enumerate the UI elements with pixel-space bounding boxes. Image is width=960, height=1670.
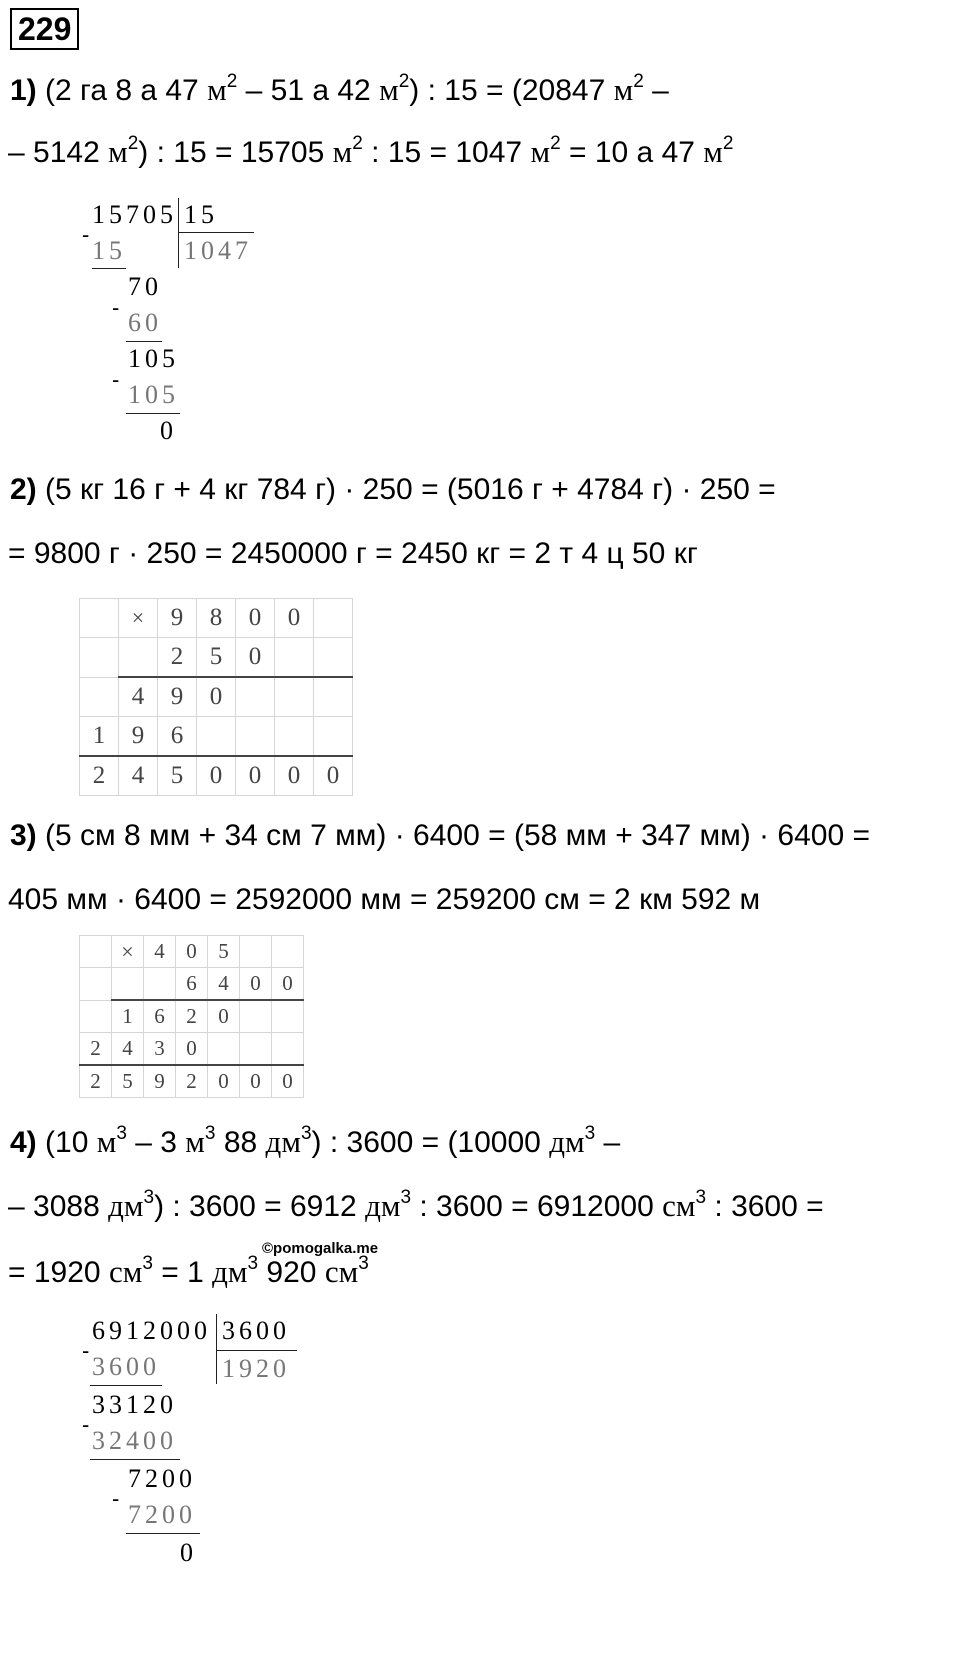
grid-cell: 0: [197, 677, 236, 717]
problem-4-line-2: [8, 1188, 824, 1225]
text: (10: [36, 1126, 97, 1159]
remainder: 70: [128, 272, 162, 301]
problem-2-line-2: = 9800 г · 250 = 2450000 г = 2450 кг = 2 т 4 ц 50 кг: [8, 537, 698, 570]
text: (5 кг 16 г + 4 кг 784 г) · 250 = (5016 г + 4784 г) · 250 =: [36, 473, 776, 506]
multiplication-grid-2: [79, 598, 353, 796]
grid-row: [80, 599, 353, 638]
grid-cell: 8: [197, 599, 236, 638]
grid-cell: 5: [197, 638, 236, 678]
unit: см: [324, 1254, 359, 1289]
underline: [126, 341, 162, 342]
grid-cell: 3: [144, 1033, 176, 1066]
text: – 5142: [8, 136, 109, 169]
grid-row: [80, 756, 353, 796]
exponent: 3: [143, 1187, 155, 1208]
grid-cell: [314, 599, 353, 638]
unit: м: [96, 1124, 117, 1159]
grid-cell: [272, 1033, 304, 1066]
grid-cell: [119, 638, 158, 678]
grid-cell: 6: [158, 717, 197, 757]
text: ) : 15 = 15705: [138, 136, 333, 169]
grid-cell: 0: [236, 599, 275, 638]
grid-cell: 9: [144, 1065, 176, 1098]
grid-cell: 0: [272, 1065, 304, 1098]
grid-cell: 9: [158, 599, 197, 638]
grid-cell: [275, 717, 314, 757]
underline: [126, 413, 180, 414]
grid-cell: 0: [176, 1033, 208, 1066]
grid-cell: [240, 936, 272, 968]
text: ) : 3600 = 6912: [154, 1190, 366, 1223]
grid-row: [80, 968, 304, 1001]
grid-cell: 0: [197, 756, 236, 796]
grid-cell: [80, 638, 119, 678]
remainder: 105: [128, 344, 179, 373]
text: : 15 = 1047: [362, 136, 531, 169]
problem-4-line-3: [8, 1254, 369, 1291]
grid-cell: 4: [112, 1033, 144, 1066]
subtrahend: 7200: [128, 1500, 196, 1529]
minus-sign: -: [112, 1486, 120, 1511]
text: : 3600 = 6912000: [411, 1190, 663, 1223]
exponent: 3: [116, 1123, 127, 1144]
unit: дм: [365, 1188, 401, 1223]
grid-cell: 2: [176, 1000, 208, 1033]
unit: м: [379, 72, 399, 107]
grid-cell: [314, 677, 353, 717]
grid-cell: [80, 677, 119, 717]
grid-cell: 0: [314, 756, 353, 796]
grid-cell: 2: [80, 756, 119, 796]
grid-row: [80, 677, 353, 717]
minus-sign: -: [82, 222, 90, 247]
grid-cell: [197, 717, 236, 757]
unit: дм: [212, 1254, 248, 1289]
divisor-line: [179, 232, 254, 233]
grid-cell: [275, 638, 314, 678]
text: (5 см 8 мм + 34 см 7 мм) · 6400 = (58 мм + 347 мм) · 6400 =: [36, 819, 870, 852]
grid-cell: 6: [176, 968, 208, 1001]
grid-cell: 2: [80, 1033, 112, 1066]
grid-cell: 0: [208, 1065, 240, 1098]
exponent: 2: [722, 133, 734, 154]
exponent: 3: [300, 1123, 312, 1144]
grid-row: [80, 1000, 304, 1033]
unit: м: [703, 134, 723, 169]
final-remainder: 0: [160, 416, 177, 445]
problem-3-line-2: 405 мм · 6400 = 2592000 мм = 259200 см = 2 км 592 м: [8, 883, 761, 916]
grid-cell: 2: [176, 1065, 208, 1098]
exponent: 3: [695, 1187, 707, 1208]
underline: [90, 1385, 162, 1386]
grid-cell: [80, 936, 112, 968]
text: = 1920: [8, 1256, 109, 1289]
minus-sign: -: [112, 367, 120, 392]
grid-cell: [275, 677, 314, 717]
remainder: 7200: [128, 1464, 196, 1493]
underline: [126, 1533, 200, 1534]
grid-cell: [240, 1033, 272, 1066]
text: = 10 а 47: [560, 136, 704, 169]
grid-cell: 0: [236, 638, 275, 678]
exponent: 2: [127, 133, 139, 154]
unit: дм: [265, 1124, 301, 1159]
grid-cell: [144, 968, 176, 1001]
grid-cell: 4: [119, 677, 158, 717]
grid-cell: 0: [236, 756, 275, 796]
subtrahend: 105: [128, 380, 179, 409]
unit: см: [108, 1254, 143, 1289]
unit: м: [185, 1124, 205, 1159]
problem-3-label: 3): [10, 819, 37, 852]
grid-cell: 4: [208, 968, 240, 1001]
exponent: 3: [584, 1123, 596, 1144]
grid-cell: 0: [240, 1065, 272, 1098]
text: ) : 15 = (20847: [409, 74, 614, 107]
division-bar: [216, 1314, 217, 1384]
grid-cell: [208, 1033, 240, 1066]
grid-cell: 1: [80, 717, 119, 757]
dividend: 15705: [92, 200, 177, 229]
grid-row: [80, 936, 304, 968]
exponent: 2: [226, 71, 238, 92]
unit: м: [108, 134, 128, 169]
grid-row: [80, 638, 353, 678]
subtrahend: 15: [92, 236, 126, 265]
text: – 3: [126, 1126, 186, 1159]
unit: см: [662, 1188, 696, 1223]
problem-1-line-1: [10, 72, 669, 109]
grid-cell: [272, 936, 304, 968]
grid-cell: 0: [240, 968, 272, 1001]
unit: м: [530, 134, 551, 169]
grid-cell: [80, 1000, 112, 1033]
problem-2-line-1: [10, 472, 776, 508]
grid-cell: 9: [119, 717, 158, 757]
unit: м: [332, 134, 353, 169]
grid-cell: 5: [208, 936, 240, 968]
text: – 3088: [8, 1190, 109, 1223]
exponent: 2: [633, 71, 644, 92]
exponent: 2: [550, 133, 561, 154]
grid-cell: 2: [80, 1065, 112, 1098]
divisor: 15: [184, 200, 218, 229]
quotient: 1920: [222, 1354, 290, 1383]
grid-cell: 0: [272, 968, 304, 1001]
unit: дм: [108, 1188, 144, 1223]
problem-1-line-2: [8, 134, 733, 171]
text: – 51 а 42: [237, 74, 380, 107]
grid-cell: [236, 717, 275, 757]
minus-sign: -: [82, 1412, 90, 1437]
grid-cell: 1: [112, 1000, 144, 1033]
grid-cell: [112, 968, 144, 1001]
exponent: 3: [400, 1187, 412, 1208]
text: –: [643, 74, 669, 107]
grid-row: [80, 1033, 304, 1066]
text: (2 га 8 а 47: [36, 74, 208, 107]
grid-cell: [272, 1000, 304, 1033]
grid-cell: 2: [158, 638, 197, 678]
grid-cell: 6: [144, 1000, 176, 1033]
subtrahend: 32400: [92, 1426, 177, 1455]
unit: дм: [549, 1124, 585, 1159]
problem-2-label: 2): [10, 473, 37, 506]
times-sign: ×: [119, 599, 158, 638]
exponent: 3: [247, 1253, 259, 1274]
text: 920: [258, 1256, 325, 1289]
grid-cell: 5: [158, 756, 197, 796]
final-remainder: 0: [180, 1538, 197, 1567]
grid-row: [80, 717, 353, 757]
text: –: [595, 1126, 621, 1159]
unit: м: [613, 72, 634, 107]
problem-4-label: 4): [10, 1126, 37, 1159]
exercise-number: 229: [10, 8, 79, 50]
grid-cell: [240, 1000, 272, 1033]
dividend: 6912000: [92, 1316, 211, 1345]
problem-4-line-1: [10, 1124, 620, 1161]
grid-cell: [314, 717, 353, 757]
grid-cell: [80, 599, 119, 638]
grid-cell: 4: [119, 756, 158, 796]
exponent: 2: [352, 133, 363, 154]
watermark: ©pomogalka.me: [262, 1240, 379, 1257]
problem-1-label: 1): [10, 74, 37, 107]
text: : 3600 =: [706, 1190, 824, 1223]
exponent: 3: [358, 1253, 369, 1274]
grid-row: [80, 1065, 304, 1098]
multiplication-grid-3: [79, 935, 304, 1098]
exponent: 2: [398, 71, 410, 92]
subtrahend: 3600: [92, 1352, 160, 1381]
unit: м: [207, 72, 227, 107]
text: ) : 3600 = (10000: [311, 1126, 550, 1159]
grid-cell: 0: [275, 756, 314, 796]
underline: [92, 268, 126, 269]
grid-cell: 0: [208, 1000, 240, 1033]
minus-sign: -: [112, 295, 120, 320]
divisor: 3600: [222, 1316, 290, 1345]
division-bar: [178, 198, 179, 268]
underline: [90, 1459, 180, 1460]
grid-cell: [314, 638, 353, 678]
times-sign: ×: [112, 936, 144, 968]
grid-cell: [80, 968, 112, 1001]
exponent: 3: [204, 1123, 216, 1144]
grid-cell: 0: [275, 599, 314, 638]
remainder: 33120: [92, 1390, 177, 1419]
grid-cell: 9: [158, 677, 197, 717]
grid-cell: 4: [144, 936, 176, 968]
exponent: 3: [142, 1253, 153, 1274]
minus-sign: -: [82, 1338, 90, 1363]
grid-cell: 5: [112, 1065, 144, 1098]
subtrahend: 60: [128, 308, 162, 337]
text: = 1: [152, 1256, 213, 1289]
grid-cell: [236, 677, 275, 717]
divisor-line: [217, 1350, 297, 1351]
quotient: 1047: [184, 236, 252, 265]
grid-cell: 0: [176, 936, 208, 968]
text: 88: [215, 1126, 266, 1159]
problem-3-line-1: [10, 818, 870, 854]
